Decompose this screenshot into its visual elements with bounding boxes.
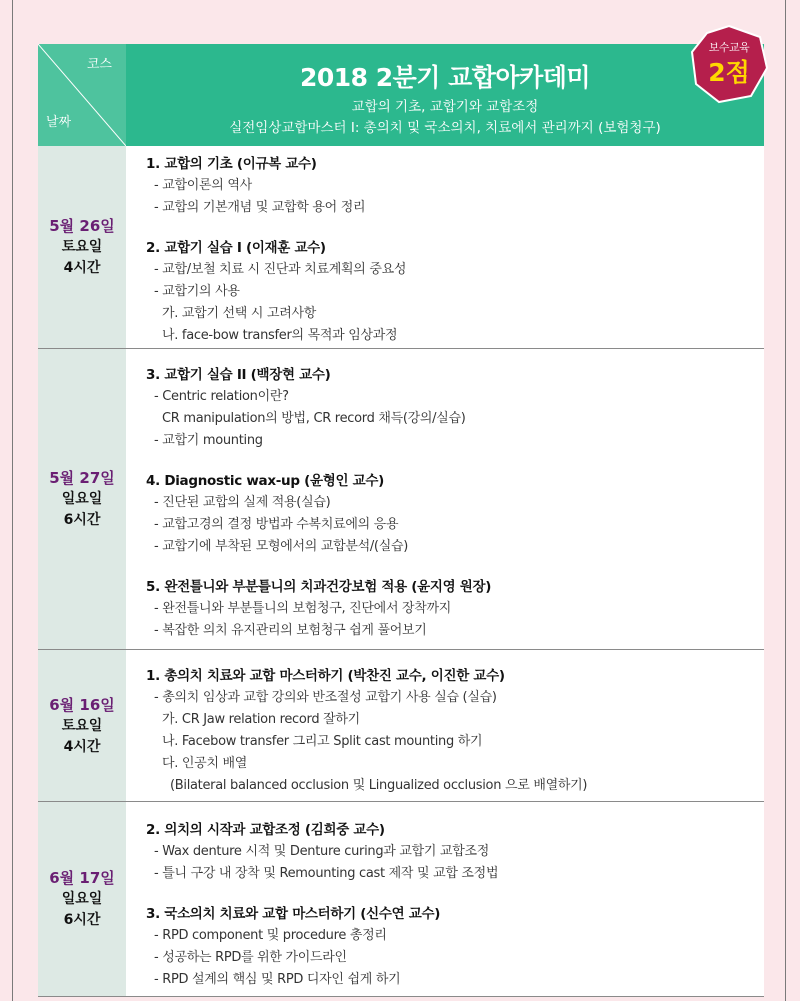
- session-weekday: 토요일: [61, 717, 103, 734]
- corner-diagonal: [38, 44, 126, 146]
- topic-item: - RPD component 및 procedure 총정리: [154, 928, 387, 943]
- topic-item: - 완전틀니와 부분틀니의 보험청구, 진단에서 장착까지: [154, 601, 452, 616]
- session-hours: 4시간: [63, 738, 101, 755]
- topic-heading: 1. 총의치 치료와 교합 마스터하기 (박찬진 교수, 이진한 교수): [146, 668, 505, 684]
- credit-badge: [689, 24, 769, 104]
- badge-label: 보수교육: [708, 41, 750, 54]
- topic-subitem: 가. 교합기 선택 시 고려사항: [162, 306, 316, 321]
- topic-item: - RPD 설계의 핵심 및 RPD 디자인 쉽게 하기: [154, 972, 401, 987]
- topic-item: - 총의치 임상과 교합 강의와 반조절성 교합기 사용 실습 (실습): [154, 690, 497, 705]
- topic-item: - 교합/보철 치료 시 진단과 치료계획의 중요성: [154, 262, 407, 277]
- topic-heading: 5. 완전틀니와 부분틀니의 치과건강보험 적용 (윤지영 원장): [146, 579, 492, 595]
- session-date-cell: [38, 650, 126, 801]
- topic-subitem-note: (Bilateral balanced occlusion 및 Lingualized occlusion 으로 배열하기): [170, 778, 588, 793]
- header-corner-cell: [38, 44, 126, 146]
- session-content: [126, 802, 764, 996]
- topic-item: - 교합기에 부착된 모형에서의 교합분석/(실습): [154, 539, 408, 554]
- session-weekday: 토요일: [61, 239, 103, 255]
- session-row: [38, 802, 764, 997]
- topic-item: - 교합의 기본개념 및 교합학 용어 정리: [154, 200, 366, 215]
- topic-heading: 2. 의치의 시작과 교합조정 (김희중 교수): [146, 822, 385, 838]
- session-weekday: 일요일: [61, 891, 103, 907]
- topic-heading: 2. 교합기 실습 I (이재훈 교수): [146, 240, 326, 256]
- session-weekday: 일요일: [61, 491, 103, 507]
- session-date-cell: [38, 802, 126, 996]
- corner-course-label: 코스: [86, 57, 112, 72]
- badge-score: 2점: [708, 58, 750, 87]
- session-date: 5월 26일: [49, 217, 115, 235]
- topic-item: - 교합이론의 역사: [154, 178, 252, 193]
- subtitle-1: 교합의 기초, 교합기와 교합조정: [351, 99, 539, 115]
- topic-item: - Wax denture 시적 및 Denture curing과 교합기 교합조정: [154, 844, 490, 859]
- topic-item: - Centric relation이란?: [154, 389, 289, 404]
- topic-item: - 복잡한 의치 유지관리의 보험청구 쉽게 풀어보기: [154, 623, 427, 638]
- session-content: [126, 650, 764, 801]
- topic-subitem: 가. CR Jaw relation record 잘하기: [162, 712, 360, 727]
- session-date-cell: [38, 146, 126, 348]
- session-row: [38, 650, 764, 802]
- topic-subitem: 다. 인공치 배열: [162, 756, 248, 771]
- page-title: 2018 2분기 교합아카데미: [299, 63, 591, 92]
- topic-heading: 3. 교합기 실습 II (백장현 교수): [146, 367, 331, 383]
- session-date: 6월 17일: [49, 869, 115, 887]
- topic-heading: 3. 국소의치 치료와 교합 마스터하기 (신수연 교수): [146, 906, 441, 922]
- topic-item: - 교합고경의 결정 방법과 수복치료에의 응용: [154, 517, 399, 532]
- topic-heading: 1. 교합의 기초 (이규복 교수): [146, 156, 317, 172]
- session-hours: 6시간: [63, 512, 101, 528]
- topic-item: - 성공하는 RPD를 위한 가이드라인: [154, 950, 347, 965]
- session-row: [38, 146, 764, 349]
- topic-subitem: 나. face-bow transfer의 목적과 임상과정: [162, 328, 398, 343]
- session-row: [38, 349, 764, 650]
- session-hours: 4시간: [63, 260, 101, 276]
- session-content: [126, 146, 764, 348]
- session-hours: 6시간: [63, 912, 101, 928]
- topic-item: - 진단된 교합의 실제 적용(실습): [154, 495, 331, 510]
- session-content: [126, 349, 764, 649]
- session-date-cell: [38, 349, 126, 649]
- session-date: 6월 16일: [49, 695, 115, 714]
- session-date: 5월 27일: [49, 469, 115, 487]
- topic-item: - 교합기의 사용: [154, 284, 240, 299]
- topic-heading: 4. Diagnostic wax-up (윤형인 교수): [146, 473, 384, 489]
- topic-subitem: 나. Facebow transfer 그리고 Split cast mounting 하기: [162, 734, 483, 749]
- schedule-header: [38, 44, 764, 146]
- topic-item: - 교합기 mounting: [154, 433, 263, 448]
- corner-date-label: 날짜: [46, 115, 72, 130]
- topic-item: - 틀니 구강 내 장착 및 Remounting cast 제작 및 교합 조정법: [154, 866, 499, 881]
- topic-item-continuation: CR manipulation의 방법, CR record 채득(강의/실습): [162, 411, 466, 426]
- subtitle-2: 실전임상교합마스터 I: 총의치 및 국소의치, 치료에서 관리까지 (보험청구): [229, 120, 661, 136]
